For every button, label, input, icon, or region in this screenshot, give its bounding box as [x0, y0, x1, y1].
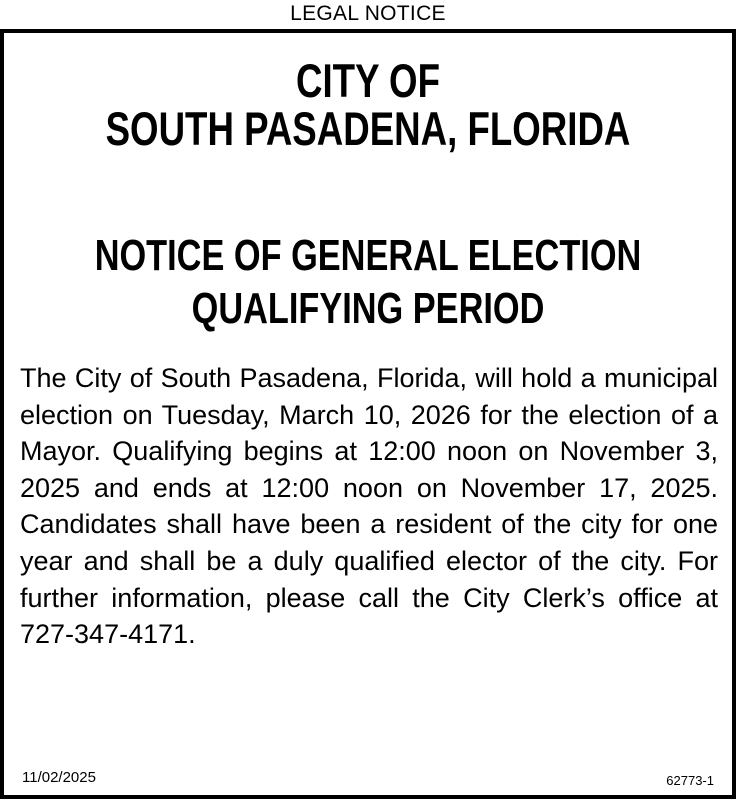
city-title-line-1: CITY OF — [296, 54, 440, 107]
notice-body: The City of South Pasadena, Florida, will hold a municipal election on Tuesday, March 10, 2026 for the election of a Mayor. Qualifying begins at 12:00 noon on November 3, 2025 and ends at 12:00 noon on November 17, 2025. Candidates shall have been a resident of the city for one year and shall be a duly qualified elector of the city. For further information, please call the City Clerk’s office at 727-347-4171. — [20, 363, 718, 650]
notice-frame — [0, 29, 736, 799]
city-title — [84, 54, 652, 155]
ad-id: 62773-1 — [666, 773, 714, 788]
notice-title — [84, 229, 652, 335]
notice-title-line-2: QUALIFYING PERIOD — [191, 284, 545, 333]
city-title-line-2: SOUTH PASADENA, FLORIDA — [105, 102, 631, 155]
legal-notice-header: LEGAL NOTICE — [290, 2, 446, 25]
publication-date: 11/02/2025 — [22, 769, 96, 786]
notice-title-line-1: NOTICE OF GENERAL ELECTION — [94, 231, 642, 280]
